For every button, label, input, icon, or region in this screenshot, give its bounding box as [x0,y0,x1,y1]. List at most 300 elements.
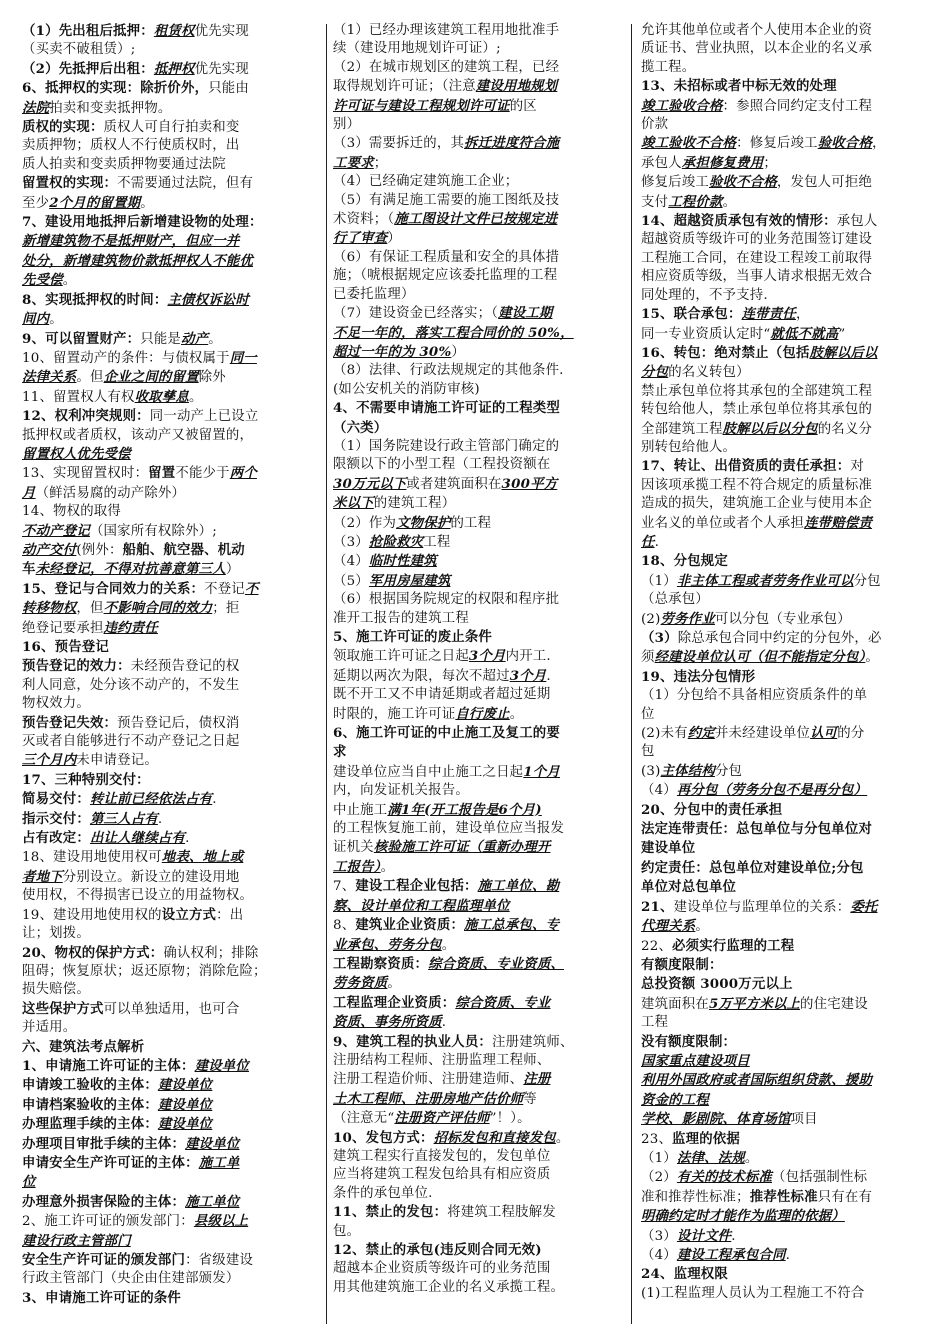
key-term: 竣工验收不合格 [641,135,737,152]
body-text: 行政主管部门（央企由住建部颁发） [22,1271,240,1287]
key-term: 30万元以下 [333,475,407,492]
key-term: 肢解以后以 [809,344,878,361]
key-term: 综合资质、专业资质、 [428,955,565,972]
text-line [22,580,318,599]
key-term: 主债权诉讼时 [167,291,249,308]
body-text: （4） [333,554,369,570]
key-term: 建设行政主管部门 [22,1232,131,1249]
body-text: 物权效力。 [22,696,90,712]
text-line [22,677,318,695]
text-line [641,743,930,761]
bold-text: 11、禁止的发包： [333,1204,448,1221]
text-column-middle [333,22,620,1322]
key-term: 劳务作业 [660,610,715,627]
body-text: 别） [333,117,361,133]
bold-text: 约定责任：总包单位对建设单位;分包 [641,859,864,876]
key-term: 工要求 [333,154,374,171]
body-text: 的工程恢复施工前，建设单位应当报发 [333,821,565,837]
key-term: 施工总承包、专 [464,917,560,934]
key-term: 建设单位 [157,1116,213,1133]
text-line [22,1000,318,1019]
key-term: 委托 [850,898,878,915]
bold-text: 有额度限制： [641,956,723,973]
body-text: ，发包人可拒绝 [776,175,873,191]
body-text: 并未经建设单位 [714,726,811,742]
text-line [22,541,318,560]
text-line [22,503,318,521]
body-text: 11、留置权人有权 [22,389,135,405]
text-line [333,1052,620,1070]
body-text: ， [795,307,810,323]
body-text: 相应资质等级，当事人请求根据无效合 [641,269,873,285]
text-line [641,668,930,687]
key-term: 主体结构 [660,762,715,779]
body-text: 领取施工许可证之日起 [333,649,469,665]
body-text: 。 [387,976,401,992]
text-line [333,304,620,323]
text-line [333,1241,620,1260]
text-line [333,1033,620,1052]
bold-text: 占有改定： [22,830,90,847]
bold-text: 六、建筑法考点解析 [22,1038,145,1055]
body-text: 承包人 [641,155,682,171]
body-text: 工程施工合同，在建设工程竣工前取得 [641,250,873,266]
body-text: 的名义分 [817,421,873,437]
text-line [333,286,620,304]
bold-text: （六类） [333,419,388,436]
body-text: 建筑工程实行直接发包的，发包单位 [333,1148,551,1164]
body-text: 承包人 [836,214,878,230]
body-text: 延期以两次为限，每次不超过 [333,668,510,684]
key-term: 3个月 [468,648,506,665]
text-line [641,1227,930,1246]
key-term: 同一 [229,349,257,366]
body-text: 。但 [76,370,104,386]
key-term: 动产 [181,330,209,347]
body-text: 将建筑工程肢解发 [447,1205,556,1221]
body-text: 的分 [837,726,865,742]
body-text: 抵押权或者质权，该动产又被留置的， [22,427,254,443]
text-line [641,820,930,839]
key-term: 拆迁进度符合施 [464,135,560,152]
text-line [333,229,620,248]
body-text: 术资料；（ [333,212,395,228]
text-line [22,790,318,809]
key-term: 3个月 [509,667,547,684]
text-line [333,610,620,628]
bold-text: 单位对总包单位 [641,879,737,896]
text-line [22,1076,318,1095]
bold-text: 20、物权的保护方式： [22,944,164,961]
body-text: 的区 [509,98,537,114]
body-text: 的建筑工程） [373,496,456,512]
key-term: 动产交付 [22,541,77,558]
body-text: 支付 [641,194,669,210]
key-term: 1个月 [523,763,560,780]
body-text: 分包 [853,573,881,589]
body-text: （6）根据国务院规定的权限和程序批 [333,592,560,608]
text-line [641,552,930,571]
text-line [641,457,930,476]
text-line [641,629,930,648]
body-text: （2）在城市规划区的建筑工程，已经 [333,59,560,75]
key-term: 建设工期 [498,305,553,322]
key-term: 位 [22,1174,36,1191]
body-text: （1）分包给不具备相应资质条件的单 [641,688,868,704]
body-text: （3）需要拆迁的，其 [333,136,465,152]
bold-text: 12、权利冲突规则： [22,408,150,425]
key-term: 业承包、劳务分包 [333,936,442,953]
text-line [333,192,620,210]
text-line [22,1251,318,1270]
key-term: 违约责任 [103,619,158,636]
key-term: 肢解以后以分包 [722,420,818,437]
bold-text: 申请竣工验收的主体： [22,1077,158,1094]
body-text: 禁止承包单位将其承包的全部建筑工程 [641,383,873,399]
key-term: 法律关系 [22,369,77,386]
text-column-right [641,22,930,1322]
body-text: 7、 [333,879,356,895]
text-line [333,40,620,58]
text-line [641,363,930,382]
body-text: 别转包给他人。 [641,439,737,455]
body-text: （国家所有权除外）; [89,523,217,539]
text-line [333,399,620,418]
text-line [333,782,620,800]
bold-text: 工程监理企业资质： [333,994,456,1011]
text-line [333,419,620,438]
key-term: 设计文件 [676,1227,732,1244]
body-text: ） [225,562,240,578]
text-line [22,868,318,887]
body-text: 只有在有 [817,1189,873,1205]
body-text: （买卖不破租赁）; [22,42,136,58]
text-line [641,762,930,781]
body-text: . [157,811,163,827]
text-line [333,154,620,173]
key-term: 工报告） [333,858,381,875]
text-line [333,267,620,285]
body-text: 阻碍；恢复原状；返还原物；消除危险； [22,963,267,979]
body-text: ） [451,344,465,360]
text-line [641,231,930,249]
text-line [22,560,318,579]
text-line [333,59,620,77]
body-text: 除外 [198,370,226,386]
text-line [22,60,318,79]
bold-text: 9、可以留置财产： [22,330,141,347]
text-line [333,1129,620,1148]
bold-text: 21、 [641,898,674,915]
body-text: （4）已经确定建筑施工企业； [333,174,519,190]
body-text: 或者建筑面积在 [406,476,502,492]
text-line [22,349,318,368]
body-text: . [441,1015,447,1031]
body-text: ：省级建设 [185,1253,254,1268]
bold-text: 9、建筑工程的执业人员： [333,1033,493,1050]
bold-text: 16、转包：绝对禁止（包括 [641,344,810,361]
text-line [641,610,930,629]
text-line [22,484,318,503]
body-text: (3) [641,763,661,779]
text-line [22,291,318,310]
body-text: 绝登记要承担 [22,620,104,636]
text-line [641,859,930,878]
key-term: 两个 [229,465,257,482]
text-line [333,994,620,1013]
body-text: 修复后竣工 [641,175,709,191]
body-text: 的名义转包） [668,365,750,381]
key-term: 建设工程承包合同 [676,1247,786,1263]
bold-text: 推荐性标准 [749,1188,818,1205]
text-line [333,1185,620,1203]
key-term: 法院 [22,99,50,116]
text-line [641,878,930,897]
key-term: 经建设单位认可（但不能指定分包） [654,649,866,666]
key-term: 文物保护 [396,514,451,531]
body-text: ：修复后竣工 [736,136,818,152]
body-text: . [212,792,217,808]
bold-text: 办理监理手续的主体： [22,1116,158,1133]
text-line [22,118,318,137]
text-line [641,344,930,363]
text-line [22,271,318,290]
body-text: （1）国务院建设行政主管部门确定的 [333,438,560,454]
bold-text: 监理的依据 [672,1130,740,1147]
text-line [641,995,930,1014]
key-term: 米以下 [333,495,374,512]
body-text: 可以分包（专业承包） [714,611,851,627]
body-text: 准开工报告的建筑工程 [333,610,469,626]
text-line [641,1246,930,1265]
key-term: 任 [641,533,655,550]
text-line [22,522,318,541]
body-text: 中止施工 [333,802,388,818]
key-term: 转移物权 [22,600,77,617]
text-line [22,1057,318,1076]
bold-text: 留置权的实现： [22,175,118,192]
body-text: 应当将建筑工程发包给具有相应资质 [333,1167,551,1183]
text-line [333,955,620,974]
key-term: 不足一年的，落实工程合同价的 50%， [333,324,574,341]
bold-text: 17、三种特别交付： [22,771,150,788]
body-text: 除总承包合同中约定的分包外，必 [677,631,882,646]
text-line [641,533,930,552]
bold-text: 车 [22,561,36,578]
text-line [22,388,318,407]
body-text: 已委托监理） [333,286,415,302]
body-text: 。 [865,650,879,666]
body-text: 。 [208,331,222,347]
body-text: 建设单位应当自中止施工之日起 [333,764,524,780]
bold-text: 留置 [148,465,176,482]
body-text: (例外： [76,542,123,558]
bold-text: 4、不需要申请施工许可证的工程类型 [333,400,560,417]
text-line [333,456,620,474]
text-line [22,1096,318,1115]
text-line [22,427,318,445]
body-text: 18、建设用地使用权可 [22,850,162,866]
text-line [22,79,318,98]
text-line [641,477,930,495]
body-text: 。 [188,389,203,405]
text-line [333,362,620,380]
body-text: 。 [722,194,737,210]
body-text: 利人同意，处分该不动产的，不发生 [22,677,240,693]
column-divider [631,24,632,1324]
body-text: 须 [641,650,655,666]
bold-text: 建设工程企业包括： [355,878,478,895]
body-text: 施；（唬根据规定应该委托监理的工程 [333,268,558,284]
body-text: 揽工程。 [641,59,696,75]
bold-text: 12、禁止的承包(违反则合同无效) [333,1242,542,1258]
text-line [22,1212,318,1231]
text-line [333,974,620,993]
text-line [333,533,620,552]
text-line [22,810,318,829]
key-term: 三个月内 [22,752,77,769]
body-text: (2)未有 [641,726,688,742]
body-text: 不登记 [204,581,245,597]
bold-text: 办理意外损害保险的主体： [22,1193,186,1210]
text-line [22,1270,318,1288]
bold-text: 质权的实现： [22,119,104,136]
body-text: （4） [641,783,677,799]
key-term: 核验施工许可证（重新办理开 [373,839,551,856]
text-line [333,22,620,40]
body-text: ：出 [216,907,244,923]
body-text: 包。 [333,1223,361,1239]
text-line [22,464,318,483]
text-line [333,249,620,267]
text-line [22,906,318,925]
body-text: 优先实现 [194,61,249,77]
text-line [641,591,930,609]
key-term: 连带赔偿责 [804,514,873,531]
body-text: (2) [641,611,661,627]
body-text: 用其他建筑施工企业的名义承揽工程。 [333,1279,565,1295]
text-line [641,1168,930,1187]
text-line [641,1091,930,1110]
text-line [641,781,930,800]
text-line [22,1193,318,1212]
bold-text: 15、登记与合同效力的关系： [22,580,205,597]
text-line [641,495,930,513]
text-line [641,77,930,96]
body-text: 2、施工许可证的颁发部门： [22,1214,194,1230]
text-line [641,22,930,40]
key-term: 综合资质、专业 [455,994,551,1011]
text-line [333,838,620,857]
bold-text: 16、预告登记 [22,639,109,655]
text-line [22,733,318,751]
key-term: 注册资产评估师 [394,1110,490,1127]
key-term: 再分包（劳务分包不是再分包） [676,782,868,799]
text-line [641,154,930,173]
key-term: 抢险救灾 [368,533,424,550]
bold-text: 8、实现抵押权的时间： [22,291,168,308]
body-text: 因该项承揽工程不符合规定的质量标准 [641,477,873,493]
text-line [641,439,930,457]
text-line [641,706,930,724]
text-line [22,963,318,981]
body-text: 只能由 [208,81,249,97]
text-line [333,1223,620,1241]
key-term: 资金的工程 [641,1091,709,1108]
key-term: 建设单位 [194,1057,249,1074]
key-term: 代理关系 [641,918,696,935]
text-line [641,305,930,324]
body-text: 预告登记后，债权消 [117,715,240,731]
body-text: . [654,534,660,550]
key-term: 5万平方米以上 [708,995,801,1012]
text-line [22,156,318,174]
body-text: 内，向发证机关报告。 [333,783,469,799]
text-line [641,572,930,591]
body-text: 造成的损失，建筑施工企业与使用本企 [641,496,873,512]
text-line [22,1115,318,1134]
text-line [22,1019,318,1037]
key-term: 县级以上 [193,1213,249,1230]
text-line [641,1033,930,1052]
key-term: 抵押权 [153,60,195,77]
key-term: 者地下 [22,868,63,885]
body-text: 13、实现留置权时： [22,466,149,482]
body-text: 14、物权的取得 [22,504,121,520]
text-line [22,599,318,618]
text-line [641,1052,930,1071]
body-text: ； [373,155,388,171]
body-text: 并适用。 [22,1020,77,1036]
bold-text: （2）先抵押后出租： [22,60,154,77]
body-text: （3） [641,1228,677,1244]
text-line [333,705,620,724]
body-text: ：参照合同约定支付工程 [722,98,873,114]
text-line [641,956,930,975]
key-term: 施工单位、勘 [477,878,560,895]
body-text: . [185,831,190,847]
key-term: 先受偿 [22,272,63,289]
text-line [333,628,620,647]
body-text: 使用权，不得损害已设立的用益物权。 [22,888,254,904]
key-term: 2个月的留置期 [49,194,141,211]
body-text: 超越本企业资质等级许可的业务范围 [333,1261,551,1277]
text-line [333,77,620,96]
text-line [22,41,318,59]
body-text: 质人拍卖和变卖质押物要通过法院 [22,156,226,172]
body-text: 可以单独适用，也可合 [103,1001,240,1017]
bold-text: 13、未招标或者中标无效的处理 [641,78,837,95]
body-text: （5） [333,573,369,589]
key-term: 就低不就高 [770,325,839,342]
body-text: 。 [140,195,154,211]
bold-text: （3） [641,630,678,646]
key-term: 利用外国政府或者国际组织贷款、援助 [641,1072,873,1089]
bold-text: 简易交付： [22,791,90,808]
key-term: 不动产登记 [22,522,90,539]
key-term: 超过一年的为 30% [333,343,452,360]
text-line [22,887,318,905]
body-text: 未经预告登记的权 [130,659,240,675]
text-line [641,268,930,286]
text-line [641,917,930,936]
text-line [641,975,930,994]
text-line [641,420,930,439]
text-line [333,494,620,513]
bold-text: 指示交付： [22,810,90,827]
text-line [641,59,930,77]
body-text: . [546,668,551,684]
